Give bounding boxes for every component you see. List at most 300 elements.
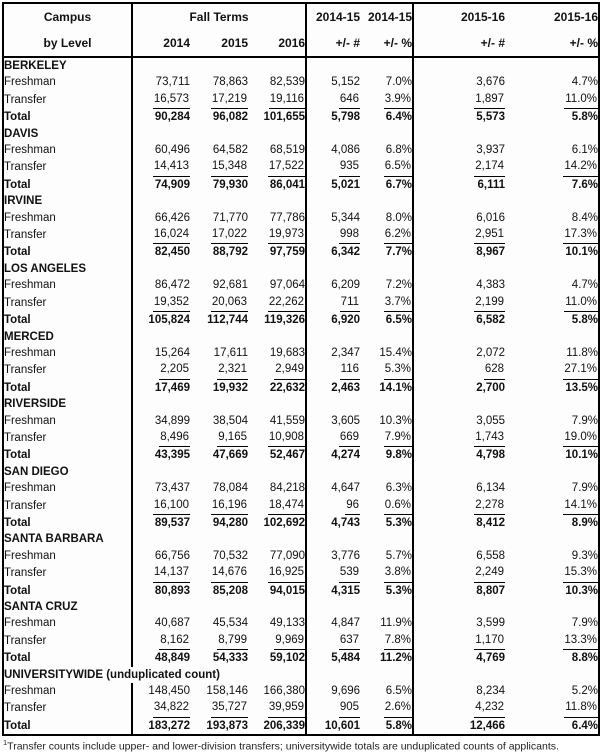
- data-cell: 60,496: [154, 144, 190, 157]
- transfer-label: Transfer: [3, 158, 132, 176]
- data-cell: 94,280: [212, 516, 248, 529]
- data-cell: 5.2%: [571, 685, 599, 698]
- freshman-row: [3, 413, 599, 429]
- spacer-cell: [132, 261, 306, 277]
- data-cell: [190, 158, 248, 176]
- data-cell: 148,450: [148, 685, 190, 698]
- data-cell: 5.8%: [571, 111, 599, 124]
- header-diff-pct-2: +/- %: [505, 30, 599, 57]
- footnote-superscript: 1: [3, 738, 8, 748]
- underlined-value: 1,897: [474, 91, 505, 109]
- data-cell: 102,692: [248, 515, 306, 531]
- underlined-value: 18,474: [268, 497, 305, 515]
- campus-row: [3, 261, 599, 277]
- campus-row: [3, 599, 599, 615]
- data-cell: 12,466: [469, 719, 506, 732]
- transfer-row: [3, 699, 599, 717]
- total-label: Total: [3, 718, 132, 735]
- data-cell: [505, 91, 599, 109]
- underlined-value: 15,348: [211, 158, 248, 176]
- data-cell: [413, 699, 505, 717]
- spacer-cell: [132, 57, 306, 74]
- header-year-2016: 2016: [248, 30, 306, 57]
- data-cell: 5.7%: [360, 548, 413, 564]
- data-cell: 11.8%: [566, 346, 599, 359]
- campus-name: IRVINE: [3, 193, 132, 209]
- total-row: [3, 312, 599, 328]
- spacer-cell: [306, 193, 413, 209]
- data-cell: [413, 226, 505, 244]
- data-cell: 10.1%: [565, 246, 599, 259]
- footnote: [3, 738, 600, 753]
- data-cell: 2,072: [476, 346, 506, 359]
- data-cell: 5,484: [331, 652, 361, 665]
- data-cell: 10,601: [324, 719, 361, 732]
- underlined-value: 14.1%: [563, 497, 598, 515]
- data-cell: 13.5%: [565, 381, 599, 394]
- data-cell: 9.3%: [571, 549, 599, 562]
- underlined-value: 7.9%: [384, 429, 412, 447]
- freshman-label: Freshman: [3, 210, 132, 226]
- data-cell: [306, 226, 360, 244]
- total-row: [3, 447, 599, 463]
- data-cell: 11.9%: [360, 615, 413, 631]
- freshman-row: [3, 345, 599, 361]
- data-cell: 8,967: [476, 246, 506, 259]
- campus-row: [3, 667, 599, 683]
- data-cell: 206,339: [248, 718, 306, 735]
- underlined-value: 96: [345, 497, 360, 515]
- data-cell: [132, 361, 190, 379]
- data-cell: [190, 226, 248, 244]
- data-cell: 94,015: [248, 583, 306, 599]
- data-cell: [248, 632, 306, 650]
- data-cell: 78,863: [212, 76, 248, 89]
- data-cell: 82,450: [154, 246, 190, 259]
- underlined-value: 16,100: [153, 497, 190, 515]
- data-cell: 14.1%: [360, 380, 413, 396]
- data-cell: 5,152: [331, 76, 361, 89]
- data-cell: 4,769: [476, 652, 506, 665]
- underlined-value: 17,219: [211, 91, 248, 109]
- transfer-label: Transfer: [3, 632, 132, 650]
- underlined-value: 8,496: [159, 429, 190, 447]
- data-cell: [248, 497, 306, 515]
- data-cell: [190, 361, 248, 379]
- underlined-value: 35,727: [211, 699, 248, 717]
- data-cell: [190, 632, 248, 650]
- campus-row: [3, 396, 599, 412]
- data-cell: [413, 91, 505, 109]
- spacer-cell: [132, 464, 306, 480]
- scanned-table-page: [0, 2, 600, 753]
- data-cell: [132, 699, 190, 717]
- data-cell: 6.8%: [360, 142, 413, 158]
- spacer-cell: [306, 667, 413, 683]
- data-cell: 10.1%: [565, 449, 599, 462]
- data-cell: 54,333: [212, 652, 248, 665]
- data-cell: [248, 158, 306, 176]
- data-cell: 4.7%: [571, 76, 599, 89]
- underlined-value: 11.8%: [564, 699, 598, 717]
- campus-name: RIVERSIDE: [3, 396, 132, 412]
- underlined-value: 935: [339, 158, 360, 176]
- data-cell: 8,234: [476, 685, 506, 698]
- data-cell: 38,504: [212, 414, 248, 427]
- data-cell: 3,937: [476, 144, 506, 157]
- data-cell: [132, 294, 190, 312]
- underlined-value: 998: [339, 226, 360, 244]
- freshman-label: Freshman: [3, 142, 132, 158]
- data-cell: 10.3%: [360, 413, 413, 429]
- campus-row: [3, 329, 599, 345]
- data-cell: [248, 91, 306, 109]
- underlined-value: 905: [339, 699, 360, 717]
- header-fall-terms: Fall Terms: [132, 3, 306, 30]
- data-cell: [505, 564, 599, 582]
- transfer-row: [3, 91, 599, 109]
- data-cell: 74,909: [154, 178, 190, 191]
- campus-row: [3, 57, 599, 74]
- data-cell: 40,687: [154, 617, 190, 630]
- campus-name: SANTA BARBARA: [3, 531, 132, 547]
- spacer-cell: [413, 329, 599, 345]
- spacer-cell: [306, 126, 413, 142]
- data-cell: 92,681: [212, 279, 248, 292]
- header-year-2014: 2014: [132, 30, 190, 57]
- underlined-value: 2,278: [474, 497, 505, 515]
- underlined-value: 16,024: [153, 226, 190, 244]
- data-cell: [413, 564, 505, 582]
- underlined-value: 2,951: [474, 226, 505, 244]
- underlined-value: 27.1%: [563, 361, 598, 379]
- freshman-row: [3, 615, 599, 631]
- data-cell: [190, 699, 248, 717]
- underlined-value: 17,022: [211, 226, 248, 244]
- data-cell: 3,599: [476, 617, 506, 630]
- data-cell: 82,539: [248, 74, 306, 90]
- data-cell: 6.4%: [571, 719, 599, 732]
- header-period-2b: 2015-16: [553, 10, 599, 24]
- underlined-value: 0.6%: [384, 497, 412, 515]
- data-cell: 158,146: [206, 685, 248, 698]
- data-cell: [190, 564, 248, 582]
- data-cell: 43,395: [154, 449, 190, 462]
- freshman-row: [3, 683, 599, 699]
- spacer-cell: [413, 193, 599, 209]
- underlined-value: 2.6%: [384, 699, 412, 717]
- data-cell: 8.0%: [360, 210, 413, 226]
- underlined-value: 9,969: [274, 632, 305, 650]
- transfer-label: Transfer: [3, 294, 132, 312]
- spacer-cell: [132, 193, 306, 209]
- underlined-value: 17.3%: [563, 226, 598, 244]
- data-cell: 2,463: [331, 381, 361, 394]
- freshman-row: [3, 142, 599, 158]
- spacer-cell: [413, 126, 599, 142]
- data-cell: 4,647: [331, 482, 361, 495]
- underlined-value: 7.8%: [384, 632, 412, 650]
- data-cell: [306, 497, 360, 515]
- underlined-value: 1,743: [474, 429, 505, 447]
- data-cell: [413, 158, 505, 176]
- underlined-value: 14,413: [153, 158, 190, 176]
- data-cell: [248, 699, 306, 717]
- spacer-cell: [132, 396, 306, 412]
- underlined-value: 19,973: [268, 226, 305, 244]
- data-cell: 5.3%: [360, 583, 413, 599]
- data-cell: 73,711: [155, 76, 190, 89]
- transfer-row: [3, 158, 599, 176]
- data-cell: 19,932: [212, 381, 248, 394]
- data-cell: 3,055: [476, 414, 506, 427]
- total-row: [3, 718, 599, 735]
- data-cell: 6,209: [331, 279, 361, 292]
- data-cell: 6,342: [331, 246, 361, 259]
- data-cell: [360, 699, 413, 717]
- spacer-cell: [306, 599, 413, 615]
- transfer-label: Transfer: [3, 497, 132, 515]
- data-cell: 17,611: [213, 346, 248, 359]
- data-cell: 59,102: [248, 650, 306, 666]
- header-period-2: 2015-16: [460, 10, 506, 24]
- transfer-row: [3, 294, 599, 312]
- footnote-text: Transfer counts include upper- and lower-division transfers; universitywide totals are unduplicated counts of applicants.: [7, 740, 559, 753]
- data-cell: 3,605: [331, 414, 361, 427]
- data-cell: 4,315: [331, 584, 361, 597]
- transfer-row: [3, 632, 599, 650]
- total-row: [3, 650, 599, 666]
- underlined-value: 669: [339, 429, 360, 447]
- data-cell: [132, 497, 190, 515]
- data-cell: 8,807: [476, 584, 506, 597]
- data-cell: 96,082: [212, 111, 248, 124]
- data-cell: [360, 361, 413, 379]
- data-cell: 183,272: [148, 719, 190, 732]
- table-body: [3, 57, 599, 735]
- total-label: Total: [3, 244, 132, 260]
- spacer-cell: [306, 329, 413, 345]
- total-label: Total: [3, 312, 132, 328]
- header-diff-num-1: +/- #: [306, 30, 360, 57]
- underlined-value: 14,676: [211, 564, 248, 582]
- freshman-label: Freshman: [3, 683, 132, 699]
- header-row-1: [3, 3, 599, 30]
- data-cell: 166,380: [248, 683, 306, 699]
- data-cell: 6,920: [331, 314, 361, 327]
- data-cell: [132, 429, 190, 447]
- spacer-cell: [132, 531, 306, 547]
- data-cell: 5.3%: [360, 515, 413, 531]
- data-cell: 8.8%: [571, 652, 599, 665]
- data-cell: 8.4%: [571, 211, 599, 224]
- underlined-value: 2,205: [159, 361, 190, 379]
- underlined-value: 5.3%: [384, 361, 412, 379]
- data-cell: 97,759: [248, 244, 306, 260]
- data-cell: 86,472: [154, 279, 190, 292]
- data-cell: 17,469: [154, 381, 190, 394]
- data-cell: 77,786: [248, 210, 306, 226]
- underlined-value: 711: [340, 294, 360, 312]
- campus-name: BERKELEY: [3, 57, 132, 74]
- underlined-value: 16,196: [211, 497, 248, 515]
- data-cell: 84,218: [248, 480, 306, 496]
- data-cell: [190, 294, 248, 312]
- data-cell: [413, 294, 505, 312]
- transfer-label: Transfer: [3, 699, 132, 717]
- transfer-row: [3, 429, 599, 447]
- data-cell: 3,776: [331, 549, 361, 562]
- spacer-cell: [413, 396, 599, 412]
- underlined-value: 2,174: [474, 158, 505, 176]
- data-cell: 6.5%: [360, 683, 413, 699]
- data-cell: [190, 497, 248, 515]
- underlined-value: 11.0%: [564, 91, 598, 109]
- data-cell: 6,111: [477, 178, 506, 191]
- underlined-value: 13.3%: [563, 632, 598, 650]
- freshman-row: [3, 277, 599, 293]
- freshman-label: Freshman: [3, 548, 132, 564]
- freshman-label: Freshman: [3, 74, 132, 90]
- underlined-value: 6.5%: [384, 158, 412, 176]
- data-cell: 47,669: [212, 449, 248, 462]
- underlined-value: 22,262: [268, 294, 305, 312]
- total-label: Total: [3, 447, 132, 463]
- transfer-row: [3, 564, 599, 582]
- header-row-2: [3, 30, 599, 57]
- data-cell: [505, 699, 599, 717]
- data-cell: [360, 91, 413, 109]
- underlined-value: 628: [484, 361, 505, 379]
- data-cell: [360, 632, 413, 650]
- transfer-label: Transfer: [3, 226, 132, 244]
- data-cell: 4,383: [476, 279, 506, 292]
- header-period-1: 2014-15: [315, 10, 361, 24]
- data-cell: 64,582: [212, 144, 248, 157]
- underlined-value: 637: [339, 632, 360, 650]
- data-cell: 66,426: [154, 211, 190, 224]
- data-cell: [505, 294, 599, 312]
- freshman-label: Freshman: [3, 277, 132, 293]
- data-cell: [360, 158, 413, 176]
- data-cell: [306, 564, 360, 582]
- data-cell: 7.2%: [360, 277, 413, 293]
- freshman-label: Freshman: [3, 480, 132, 496]
- spacer-cell: [306, 57, 413, 74]
- freshman-row: [3, 480, 599, 496]
- header-diff-pct-1: +/- %: [360, 30, 413, 57]
- underlined-value: 3.9%: [384, 91, 412, 109]
- data-cell: [505, 632, 599, 650]
- data-cell: 6.5%: [360, 312, 413, 328]
- data-cell: [132, 158, 190, 176]
- data-cell: 6,134: [476, 482, 506, 495]
- freshman-row: [3, 548, 599, 564]
- data-cell: 105,824: [148, 314, 190, 327]
- data-cell: 89,537: [154, 516, 190, 529]
- freshman-label: Freshman: [3, 615, 132, 631]
- data-cell: 7.9%: [571, 617, 599, 630]
- total-row: [3, 244, 599, 260]
- campus-row: [3, 126, 599, 142]
- data-cell: 19,683: [248, 345, 306, 361]
- spacer-cell: [413, 531, 599, 547]
- spacer-cell: [306, 261, 413, 277]
- data-cell: 4,086: [331, 144, 361, 157]
- header-by-level: by Level: [3, 30, 132, 57]
- data-cell: 5,021: [331, 178, 361, 191]
- data-cell: [306, 699, 360, 717]
- data-cell: 71,770: [212, 211, 248, 224]
- data-cell: [132, 564, 190, 582]
- underlined-value: 14,137: [153, 564, 190, 582]
- campus-row: [3, 531, 599, 547]
- data-cell: 6.3%: [360, 480, 413, 496]
- underlined-value: 39,959: [268, 699, 305, 717]
- freshman-row: [3, 210, 599, 226]
- underlined-value: 2,249: [474, 564, 505, 582]
- data-cell: 11.2%: [360, 650, 413, 666]
- total-label: Total: [3, 650, 132, 666]
- transfer-row: [3, 497, 599, 515]
- data-cell: [190, 429, 248, 447]
- data-cell: 79,930: [212, 178, 248, 191]
- data-cell: 86,041: [248, 177, 306, 193]
- data-cell: 5,344: [331, 211, 361, 224]
- data-cell: [413, 497, 505, 515]
- data-cell: 193,873: [206, 719, 248, 732]
- data-cell: 78,084: [212, 482, 248, 495]
- campus-name: DAVIS: [3, 126, 132, 142]
- data-cell: 34,899: [154, 414, 190, 427]
- campus-name: UNIVERSITYWIDE (unduplicated count): [3, 667, 306, 683]
- data-cell: 6,582: [476, 314, 506, 327]
- data-cell: 5,573: [476, 111, 506, 124]
- data-cell: 7.9%: [571, 414, 599, 427]
- data-cell: 70,532: [212, 549, 248, 562]
- data-cell: [360, 294, 413, 312]
- transfer-label: Transfer: [3, 429, 132, 447]
- campus-row: [3, 464, 599, 480]
- data-cell: [132, 226, 190, 244]
- data-cell: 88,792: [212, 246, 248, 259]
- spacer-cell: [132, 599, 306, 615]
- total-row: [3, 109, 599, 125]
- spacer-cell: [413, 667, 599, 683]
- header-period-1b: 2014-15: [360, 3, 413, 30]
- transfer-row: [3, 226, 599, 244]
- data-cell: [505, 361, 599, 379]
- underlined-value: 34,822: [153, 699, 190, 717]
- transfer-label: Transfer: [3, 361, 132, 379]
- data-cell: 8,412: [476, 516, 506, 529]
- spacer-cell: [413, 464, 599, 480]
- data-cell: 119,326: [248, 312, 306, 328]
- data-cell: 45,534: [212, 617, 248, 630]
- underlined-value: 8,799: [217, 632, 248, 650]
- data-cell: [505, 226, 599, 244]
- underlined-value: 2,321: [217, 361, 248, 379]
- data-cell: 90,284: [154, 111, 190, 124]
- underlined-value: 539: [339, 564, 360, 582]
- data-cell: [505, 429, 599, 447]
- freshman-row: [3, 74, 599, 90]
- underlined-value: 3.7%: [384, 294, 412, 312]
- data-cell: 77,090: [248, 548, 306, 564]
- data-cell: [132, 91, 190, 109]
- data-cell: [248, 226, 306, 244]
- data-cell: [190, 91, 248, 109]
